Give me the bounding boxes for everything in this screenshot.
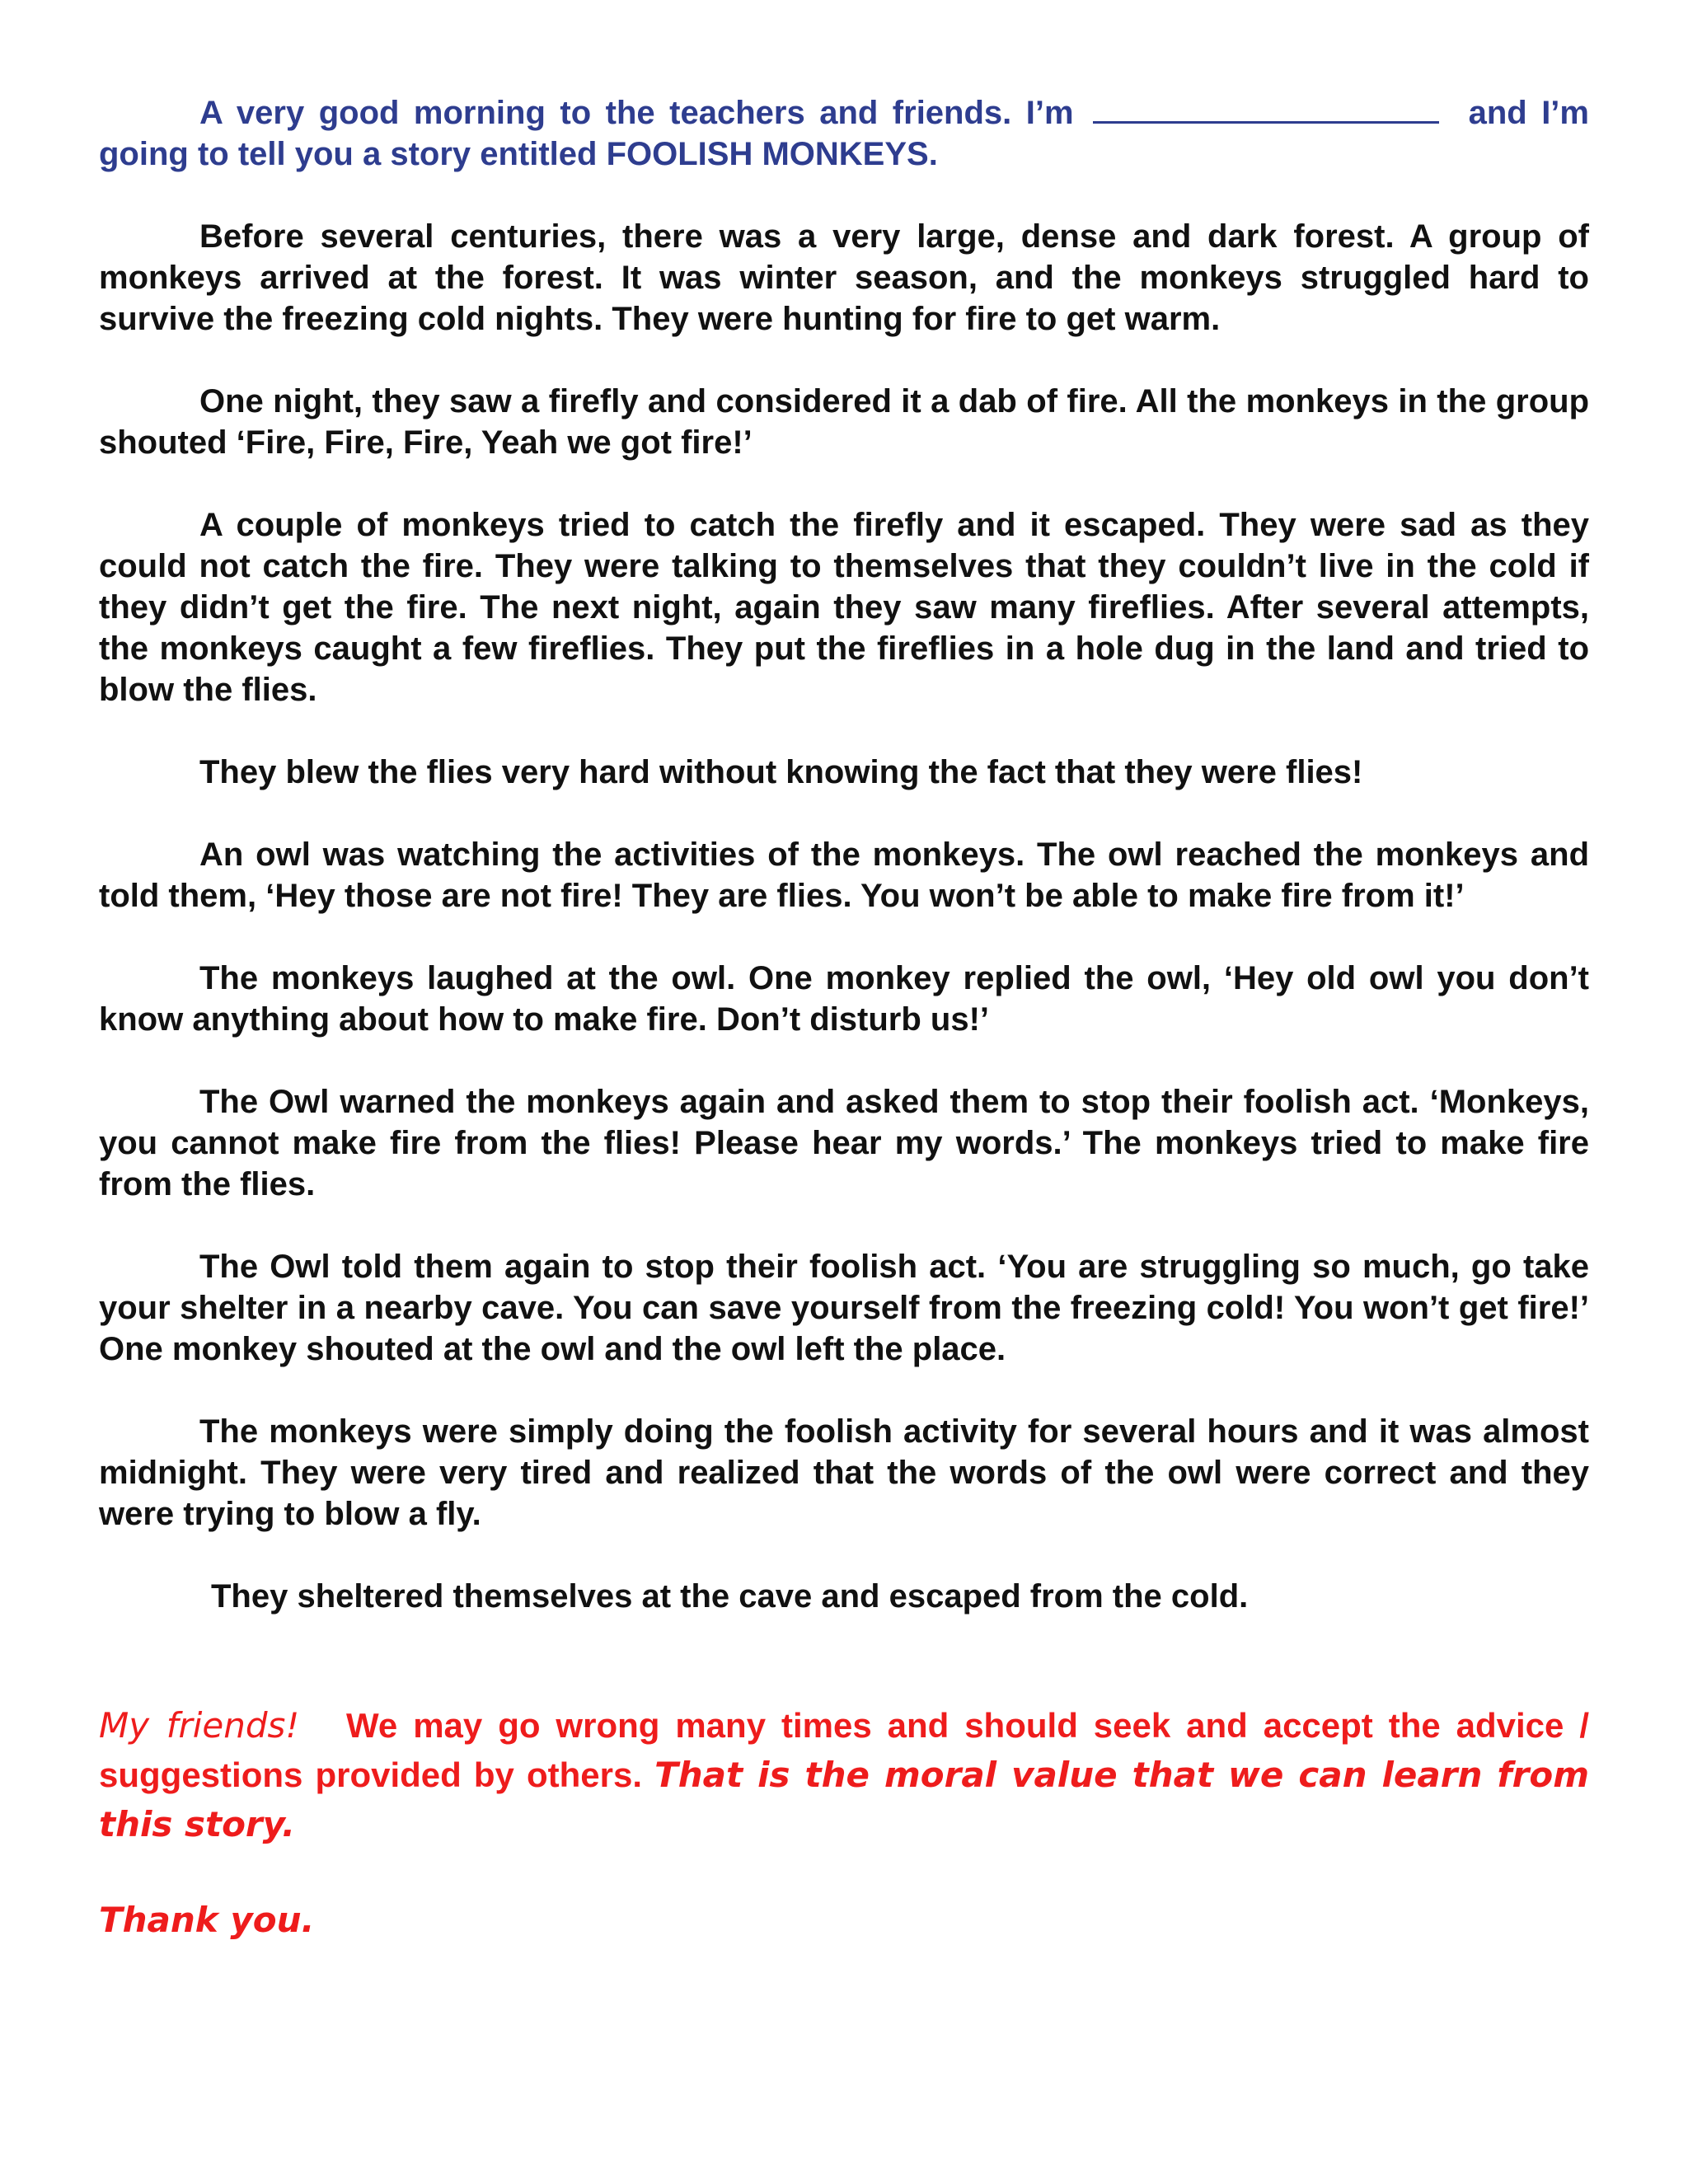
moral-paragraph bbox=[99, 1701, 1589, 1849]
greeting-text: My friends! bbox=[99, 1705, 300, 1746]
story-paragraph: An owl was watching the activities of the monkeys. The owl reached the monkeys and told them, ‘Hey those are not fire! They are flies. You won’t be able to make fire from it!’ bbox=[99, 837, 1589, 914]
thank-you-text: Thank you. bbox=[99, 1900, 315, 1940]
moral-text: We may go wrong many times and should seek and accept the advice / suggestions provided by others. bbox=[99, 1706, 1589, 1794]
story-paragraph: The Owl warned the monkeys again and asked them to stop their foolish act. ‘Monkeys, you cannot make fire from the flies! Please hear my words.’ The monkeys tried to make fire from the flies. bbox=[99, 1084, 1589, 1202]
story-paragraph: They sheltered themselves at the cave and escaped from the cold. bbox=[211, 1578, 1249, 1615]
story-paragraph: One night, they saw a firefly and considered it a dab of fire. All the monkeys in the group shouted ‘Fire, Fire, Fire, Yeah we got fire!’ bbox=[99, 383, 1589, 461]
thank-you-paragraph bbox=[99, 1896, 1589, 1945]
story-paragraph: The monkeys laughed at the owl. One monkey replied the owl, ‘Hey old owl you don’t know anything about how to make fire. Don’t disturb us!’ bbox=[99, 960, 1589, 1038]
story-paragraph: They blew the flies very hard without knowing the fact that they were flies! bbox=[199, 754, 1363, 790]
intro-text-end: and I’m going to tell you a story entitled FOOLISH MONKEYS. bbox=[99, 95, 1589, 172]
story-page bbox=[99, 92, 1589, 1991]
story-paragraph: The monkeys were simply doing the foolish activity for several hours and it was almost midnight. They were very tired and realized that the words of the owl were correct and they were trying to blow a fly. bbox=[99, 1413, 1589, 1532]
name-blank bbox=[1093, 93, 1439, 124]
story-paragraph: Before several centuries, there was a very large, dense and dark forest. A group of monkeys arrived at the forest. It was winter season, and the monkeys struggled hard to survive the freezing cold nights. They were hunting for fire to get warm. bbox=[99, 218, 1589, 337]
story-paragraph: A couple of monkeys tried to catch the firefly and it escaped. They were sad as they could not catch the fire. They were talking to themselves that they couldn’t live in the cold if they didn’t get the fire. The next night, again they saw many fireflies. After several attempts, the monkeys caught a few fireflies. They put the fireflies in a hole dug in the land and tried to blow the flies. bbox=[99, 507, 1589, 708]
intro-text-start: A very good morning to the teachers and friends. I’m bbox=[199, 95, 1074, 131]
story-paragraph: The Owl told them again to stop their foolish act. ‘You are struggling so much, go take your shelter in a nearby cave. You can save yourself from the freezing cold! You won’t get fire!’ One monkey shouted at the owl and the owl left the place. bbox=[99, 1249, 1589, 1367]
closing-section bbox=[99, 1701, 1589, 1945]
moral-value-text: That is the moral value that we can learn from this story. bbox=[99, 1755, 1590, 1844]
intro-paragraph bbox=[99, 92, 1589, 175]
